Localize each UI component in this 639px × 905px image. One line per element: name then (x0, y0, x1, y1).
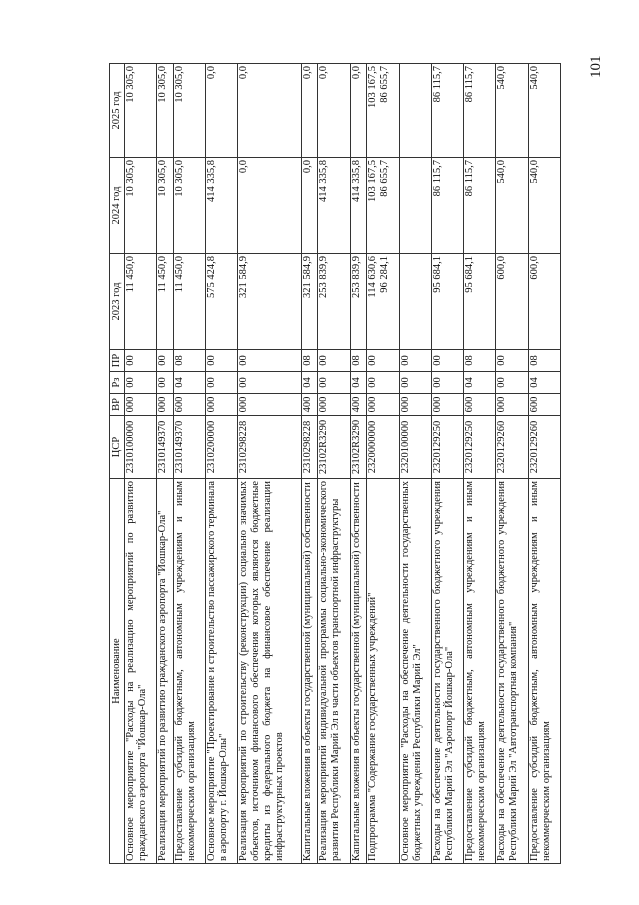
row-rz (399, 372, 431, 394)
row-2023 (125, 254, 157, 350)
table-row (496, 64, 528, 864)
row-2024 (174, 158, 206, 254)
row-csr (318, 416, 350, 479)
row-2023 (206, 254, 238, 350)
row-2023-value: 95 684,1 (464, 256, 476, 293)
row-vr-value: 000 (399, 396, 411, 413)
row-2024-value: 10 305,0 (125, 160, 136, 197)
row-pr-value: 08 (350, 355, 362, 366)
row-csr (238, 416, 301, 479)
row-rz-value: 00 (157, 377, 169, 388)
row-2025 (528, 64, 560, 158)
row-pr-value: 08 (464, 355, 476, 366)
row-name-value: Расходы на обеспечение деятельности государственного бюджетного учреждения Республики Марий Эл "Автотранспортная компания" (496, 481, 520, 861)
row-2024 (528, 158, 560, 254)
row-vr-value: 600 (464, 396, 476, 413)
table-header-row (110, 64, 125, 864)
row-vr-value: 000 (318, 396, 330, 413)
row-2024-value: 86 115,7 (431, 160, 443, 197)
row-rz-value: 00 (206, 377, 218, 388)
row-name (431, 479, 463, 864)
row-2025 (464, 64, 496, 158)
row-rz-value: 00 (318, 377, 330, 388)
row-vr-value: 000 (125, 396, 136, 413)
row-2023 (174, 254, 206, 350)
row-csr (528, 416, 560, 479)
row-vr-value: 000 (238, 396, 250, 413)
row-rz-value: 04 (174, 377, 185, 388)
row-csr (496, 416, 528, 479)
header-2023: 2023 год (110, 254, 125, 350)
row-vr-value: 400 (301, 396, 313, 413)
row-2023 (350, 254, 367, 350)
row-2025 (206, 64, 238, 158)
row-2024 (125, 158, 157, 254)
row-2025 (125, 64, 157, 158)
table-row (301, 64, 318, 864)
row-2024-value: 10 305,0 (174, 160, 185, 197)
row-rz-value: 00 (125, 377, 136, 388)
row-2024-value: 414 335,8 (206, 160, 218, 202)
row-2025 (350, 64, 367, 158)
row-2023 (318, 254, 350, 350)
row-2025 (301, 64, 318, 158)
row-pr (318, 350, 350, 372)
row-rz (157, 372, 174, 394)
row-name-value: Капитальные вложения в объекты государственной (муниципальной) собственности (350, 482, 362, 861)
row-csr (157, 416, 174, 479)
row-2025 (367, 64, 399, 158)
row-pr (301, 350, 318, 372)
row-2024-value: 0,0 (301, 160, 313, 174)
row-pr-value: 00 (125, 355, 136, 366)
row-rz-value: 00 (399, 377, 411, 388)
row-rz (496, 372, 528, 394)
table-row (350, 64, 367, 864)
row-2024 (399, 158, 431, 254)
row-pr (399, 350, 431, 372)
row-vr-value: 600 (174, 396, 185, 413)
row-2025-value: 540,0 (528, 66, 540, 90)
row-2023 (496, 254, 528, 350)
row-2025-second-value: 86 655,7 (379, 66, 391, 103)
table-row (399, 64, 431, 864)
row-name-value: Основное мероприятие "Расходы на реализацию мероприятий по развитию гражданского аэропорта "Йошкар-Ола" (125, 481, 148, 861)
row-pr (431, 350, 463, 372)
row-csr-value: 23102R3290 (318, 419, 330, 475)
table-row (318, 64, 350, 864)
row-vr (496, 394, 528, 416)
row-csr (431, 416, 463, 479)
table-row (464, 64, 496, 864)
header-2024: 2024 год (110, 158, 125, 254)
row-vr-value: 000 (206, 396, 218, 413)
row-pr (206, 350, 238, 372)
row-vr-value: 000 (496, 396, 508, 413)
header-name: Наименование (110, 479, 125, 864)
row-2025-value: 86 115,7 (464, 66, 476, 103)
budget-table (109, 63, 561, 864)
table-row (125, 64, 157, 864)
row-2024 (350, 158, 367, 254)
row-vr-value: 600 (528, 396, 540, 413)
row-2025 (496, 64, 528, 158)
row-2025-value: 10 305,0 (174, 66, 185, 103)
row-2024-value: 86 115,7 (464, 160, 476, 197)
row-rz (367, 372, 399, 394)
row-2023 (528, 254, 560, 350)
row-pr (496, 350, 528, 372)
row-2024 (431, 158, 463, 254)
row-vr-value: 000 (157, 396, 169, 413)
row-csr-value: 2320100000 (399, 420, 411, 474)
row-vr-value: 400 (350, 396, 362, 413)
header-2025: 2025 год (110, 64, 125, 158)
table-row (431, 64, 463, 864)
row-2024 (496, 158, 528, 254)
row-2024-value: 0,0 (238, 160, 250, 174)
row-pr-value: 08 (528, 355, 540, 366)
row-2023-value: 321 584,9 (238, 256, 250, 298)
row-2023-second-value: 96 284,1 (379, 256, 391, 293)
row-2023-value: 11 450,0 (125, 256, 136, 293)
row-rz (431, 372, 463, 394)
table-row (206, 64, 238, 864)
row-rz-value: 00 (496, 377, 508, 388)
table-row (157, 64, 174, 864)
row-pr (528, 350, 560, 372)
row-2023-value: 321 584,9 (301, 256, 313, 298)
row-name-value: Реализация мероприятий по развитию гражданского аэропорта "Йошкар-Ола" (157, 510, 169, 861)
row-2024-second-value: 86 655,7 (379, 160, 391, 197)
row-name-value: Реализация мероприятий индивидуальной программы социально-экономического развития Республики Марий Эл в части объектов транспортной инфраструктуры (318, 481, 342, 861)
header-csr: ЦСР (110, 416, 125, 479)
row-2023-value: 253 839,9 (318, 256, 330, 298)
row-pr-value: 00 (318, 355, 330, 366)
row-pr-value: 00 (367, 355, 379, 366)
row-name (464, 479, 496, 864)
row-vr (174, 394, 206, 416)
row-name-value: Основное мероприятие "Расходы на обеспечение деятельности государственных бюджетных учреждений Республики Марий Эл" (399, 481, 423, 861)
row-2023-value: 600,0 (528, 256, 540, 280)
row-csr (399, 416, 431, 479)
row-2024 (464, 158, 496, 254)
row-vr (206, 394, 238, 416)
row-2024-value: 414 335,8 (318, 160, 330, 202)
row-2023-value: 11 450,0 (157, 256, 169, 293)
row-name (301, 479, 318, 864)
row-csr-value: 23102R3290 (350, 419, 362, 475)
row-vr (431, 394, 463, 416)
row-2025-value: 0,0 (301, 66, 313, 80)
row-rz (318, 372, 350, 394)
row-vr-value: 000 (367, 396, 379, 413)
row-rz (350, 372, 367, 394)
row-csr-value: 2320129260 (528, 420, 540, 474)
row-name-value: Подпрограмма "Содержание государственных учреждений" (367, 592, 379, 861)
row-pr-value: 00 (206, 355, 218, 366)
row-pr-value: 00 (399, 355, 411, 366)
header-rz: Рз (110, 372, 125, 394)
row-rz (206, 372, 238, 394)
row-2025-value: 0,0 (238, 66, 250, 80)
row-rz (528, 372, 560, 394)
row-2024 (238, 158, 301, 254)
row-vr (464, 394, 496, 416)
row-2025-value: 0,0 (318, 66, 330, 80)
row-2025-value: 0,0 (206, 66, 218, 80)
row-name (528, 479, 560, 864)
row-2023-value: 95 684,1 (431, 256, 443, 293)
row-name (125, 479, 157, 864)
row-2024 (367, 158, 399, 254)
row-2023 (238, 254, 301, 350)
row-name-value: Расходы на обеспечение деятельности государственного бюджетного учреждения Республики Марий Эл "Аэропорт Йошкар-Ола" (431, 481, 455, 861)
row-name-value: Основное мероприятие "Проектирование и строительство пассажирского терминала в аэропорту г. Йошкар-Олы" (206, 481, 230, 861)
row-2023-value: 114 630,6 (367, 256, 379, 298)
row-name-value: Предоставление субсидий бюджетным, автономным учреждениям и иным некоммерческим организациям (528, 481, 552, 861)
row-csr (350, 416, 367, 479)
row-vr (238, 394, 301, 416)
row-csr-value: 2320129250 (431, 420, 443, 474)
row-name-value: Капитальные вложения в объекты государственной (муниципальной) собственности (301, 482, 313, 861)
row-2023-value: 600,0 (496, 256, 508, 280)
row-2025-value: 10 305,0 (157, 66, 169, 103)
row-2023-value: 11 450,0 (174, 256, 185, 293)
row-2023 (431, 254, 463, 350)
row-rz (174, 372, 206, 394)
row-2025-value: 86 115,7 (431, 66, 443, 103)
row-rz (301, 372, 318, 394)
row-name (399, 479, 431, 864)
row-rz-value: 00 (431, 377, 443, 388)
row-csr-value: 2310149370 (157, 420, 169, 474)
row-pr (464, 350, 496, 372)
row-2025-value: 0,0 (350, 66, 362, 80)
table-row (174, 64, 206, 864)
row-pr-value: 08 (301, 355, 313, 366)
row-pr (238, 350, 301, 372)
row-vr (350, 394, 367, 416)
row-rz-value: 04 (528, 377, 540, 388)
table-row (367, 64, 399, 864)
row-vr (125, 394, 157, 416)
row-csr (367, 416, 399, 479)
table-row (528, 64, 560, 864)
row-2024-value: 540,0 (528, 160, 540, 184)
row-2024-value: 414 335,8 (350, 160, 362, 202)
row-2024 (157, 158, 174, 254)
row-name (238, 479, 301, 864)
row-vr-value: 000 (431, 396, 443, 413)
row-rz (238, 372, 301, 394)
row-name-value: Реализация мероприятий по строительству (реконструкции) социально значимых объектов, источником финансового обеспечения которых являются бюджетные кредиты из федерального бюджета на финансовое обеспечение реализации инфраструктурных проектов (238, 481, 286, 861)
row-csr (174, 416, 206, 479)
row-csr-value: 2320129260 (496, 420, 508, 474)
row-csr (464, 416, 496, 479)
row-pr-value: 08 (174, 355, 185, 366)
row-vr (318, 394, 350, 416)
row-vr (367, 394, 399, 416)
page-number: 101 (588, 55, 604, 78)
row-csr-value: 2310100000 (125, 420, 136, 474)
row-2023 (157, 254, 174, 350)
row-rz-value: 04 (301, 377, 313, 388)
row-name (350, 479, 367, 864)
row-2025-value: 103 167,5 (367, 66, 379, 108)
row-pr (157, 350, 174, 372)
row-csr (301, 416, 318, 479)
row-csr (125, 416, 157, 479)
row-pr (125, 350, 157, 372)
row-pr (174, 350, 206, 372)
row-name (206, 479, 238, 864)
row-2023-value: 575 424,8 (206, 256, 218, 298)
row-name-value: Предоставление субсидий бюджетным, автономным учреждениям и иным некоммерческим организациям (464, 481, 488, 861)
row-2025 (399, 64, 431, 158)
row-rz-value: 00 (367, 377, 379, 388)
row-vr (301, 394, 318, 416)
row-name (318, 479, 350, 864)
row-pr-value: 00 (496, 355, 508, 366)
row-pr-value: 00 (431, 355, 443, 366)
row-pr (350, 350, 367, 372)
row-2024 (206, 158, 238, 254)
header-vr: ВР (110, 394, 125, 416)
row-pr-value: 00 (238, 355, 250, 366)
row-2023-value: 253 839,9 (350, 256, 362, 298)
row-rz-value: 04 (464, 377, 476, 388)
row-2025 (174, 64, 206, 158)
row-csr-value: 2310298228 (238, 420, 250, 474)
row-name (174, 479, 206, 864)
row-2025-value: 540,0 (496, 66, 508, 90)
row-2024-value: 540,0 (496, 160, 508, 184)
row-2024-value: 103 167,5 (367, 160, 379, 202)
row-pr (367, 350, 399, 372)
row-csr (206, 416, 238, 479)
row-2024 (301, 158, 318, 254)
table-container (109, 64, 561, 864)
row-2025 (318, 64, 350, 158)
row-rz-value: 00 (238, 377, 250, 388)
row-2024-value: 10 305,0 (157, 160, 169, 197)
row-2023 (464, 254, 496, 350)
row-2023 (367, 254, 399, 350)
row-2023 (301, 254, 318, 350)
row-csr-value: 2320129250 (464, 420, 476, 474)
row-name (496, 479, 528, 864)
row-vr (157, 394, 174, 416)
row-rz-value: 04 (350, 377, 362, 388)
row-csr-value: 2320000000 (367, 420, 379, 474)
row-name (367, 479, 399, 864)
row-name-value: Предоставление субсидий бюджетным, автономным учреждениям и иным некоммерческим организациям (174, 481, 197, 861)
row-2025 (157, 64, 174, 158)
row-2025 (431, 64, 463, 158)
row-csr-value: 2310298228 (301, 420, 313, 474)
row-2023 (399, 254, 431, 350)
row-csr-value: 2310200000 (206, 420, 218, 474)
row-2025 (238, 64, 301, 158)
row-2024 (318, 158, 350, 254)
header-pr: ПР (110, 350, 125, 372)
row-rz (464, 372, 496, 394)
row-vr (399, 394, 431, 416)
row-vr (528, 394, 560, 416)
row-2025-value: 10 305,0 (125, 66, 136, 103)
row-csr-value: 2310149370 (174, 420, 185, 474)
row-pr-value: 00 (157, 355, 169, 366)
row-name (157, 479, 174, 864)
row-rz (125, 372, 157, 394)
table-row (238, 64, 301, 864)
